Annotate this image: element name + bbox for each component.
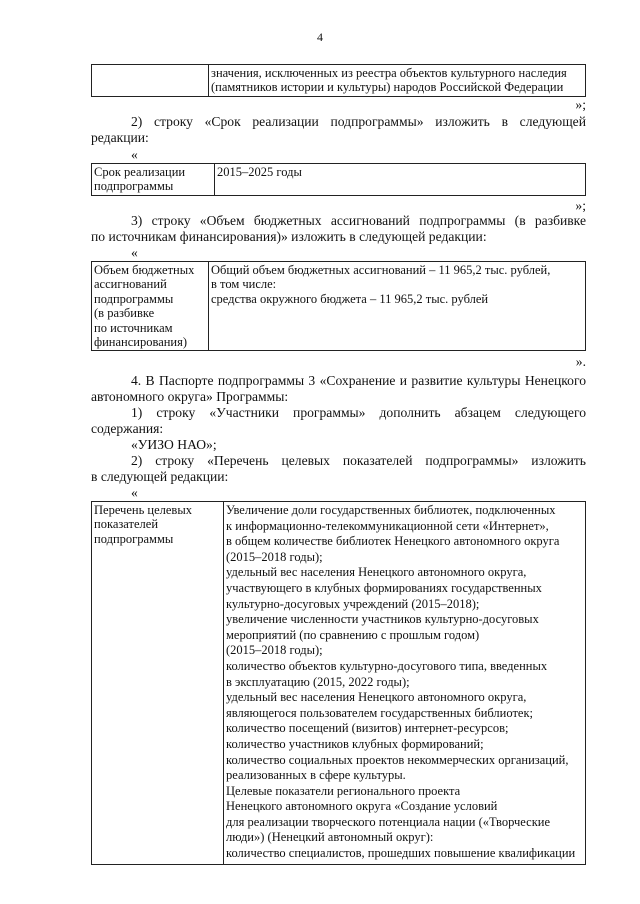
- table4-line: участвующего в клубных формированиях государственных: [226, 580, 542, 595]
- table4-line: мероприятий (по сравнению с прошлым годом): [226, 627, 480, 642]
- table4-line: для реализации творческого потенциала нации («Творческие: [226, 814, 551, 829]
- table4-line: люди») (Ненецкий автономный округ):: [226, 830, 434, 845]
- table4-line: в эксплуатацию (2015, 2022 годы);: [226, 674, 410, 689]
- item3-open-quote: «: [131, 245, 138, 260]
- table4-line: культурно-досуговых учреждений (2015–2018);: [226, 596, 480, 611]
- table4-line: количество участников клубных формирований;: [226, 736, 484, 751]
- section4-line2: автономного округа» Программы:: [91, 389, 289, 404]
- item3-line2: по источникам финансирования)» изложить в следующей редакции:: [91, 229, 487, 244]
- table2-right-cell: 2015–2025 годы: [215, 164, 586, 196]
- table2-left-cell: [92, 164, 215, 196]
- table1-line: (памятников истории и культуры) народов Российской Федерации: [211, 80, 564, 95]
- table4-label-line: показателей: [94, 517, 159, 532]
- table3-line: Общий объем бюджетных ассигнований – 11 965,2 тыс. рублей,: [211, 263, 551, 277]
- table4-line: количество социальных проектов некоммерческих организаций,: [226, 752, 569, 767]
- table-fragment-1: [91, 64, 586, 97]
- table3-label-line: Объем бюджетных: [94, 263, 195, 277]
- table4-line: удельный вес населения Ненецкого автономного округа,: [226, 690, 527, 705]
- item2-open-quote: «: [131, 147, 138, 162]
- table3-label-line: (в разбивке: [94, 306, 155, 321]
- table3-label-line: подпрограммы: [94, 291, 174, 306]
- section4-sub1-line1: 1) строку «Участники программы» дополнить абзацем следующего: [131, 405, 586, 420]
- table4-line: количество специалистов, прошедших повышение квалификации: [226, 846, 576, 861]
- table3-line: средства окружного бюджета – 11 965,2 тыс. рублей: [211, 291, 489, 306]
- table4-line: Увеличение доли государственных библиотек, подключенных: [226, 503, 556, 517]
- closing-quote-3: ».: [575, 354, 586, 369]
- table4-right-cell: [224, 502, 586, 865]
- table4-line: реализованных в сфере культуры.: [226, 768, 406, 783]
- page-number: 4: [317, 30, 323, 44]
- table4-line: Целевые показатели регионального проекта: [226, 783, 461, 798]
- table1-right-cell: [209, 65, 586, 97]
- table4-line: увеличение численности участников культурно-досуговых: [226, 612, 539, 627]
- table2-label-line: Срок реализации: [94, 165, 186, 179]
- table4-line: (2015–2018 годы);: [226, 643, 323, 658]
- section4-open-quote: «: [131, 485, 138, 500]
- item2-line2: редакции:: [91, 130, 149, 145]
- table4-label-line: Перечень целевых: [94, 503, 192, 517]
- section4-sub2-line1: 2) строку «Перечень целевых показателей подпрограммы» изложить: [131, 453, 586, 468]
- table4-line: количество посещений (визитов) интернет-ресурсов;: [226, 721, 509, 736]
- table4-label-line: подпрограммы: [94, 531, 174, 546]
- table3-label-line: финансирования): [94, 335, 188, 350]
- closing-quote-1: »;: [575, 97, 586, 112]
- item2-line1: 2) строку «Срок реализации подпрограммы» изложить в следующей: [131, 114, 586, 129]
- table3-line: в том числе:: [211, 277, 277, 292]
- table4-line: количество объектов культурно-досугового типа, введенных: [226, 658, 548, 673]
- table4-line: (2015–2018 годы);: [226, 549, 323, 564]
- item3-line1: 3) строку «Объем бюджетных ассигнований подпрограммы (в разбивке: [131, 213, 586, 228]
- table4-line: являющегося пользователем государственных библиотек;: [226, 705, 533, 720]
- table2-label-line: подпрограммы: [94, 179, 174, 194]
- table3-right-cell: [209, 262, 586, 351]
- table1-line: значения, исключенных из реестра объектов культурного наследия: [211, 66, 567, 80]
- closing-quote-2: »;: [575, 198, 586, 213]
- table3-label-line: по источникам: [94, 320, 173, 335]
- table4-line: в общем количестве библиотек Ненецкого автономного округа: [226, 534, 560, 549]
- table3-left-cell: [92, 262, 209, 351]
- table1-left-cell: [92, 65, 209, 97]
- table4-left-cell: [92, 502, 224, 865]
- table3-label-line: ассигнований: [94, 277, 167, 292]
- section4-sub1-line2: содержания:: [91, 421, 164, 436]
- table4-line: к информационно-телекоммуникационной сети «Интернет»,: [226, 518, 549, 533]
- table4-line: удельный вес населения Ненецкого автономного округа,: [226, 565, 527, 580]
- table-indicators: [91, 501, 586, 865]
- table4-line: Ненецкого автономного округа «Создание условий: [226, 799, 498, 814]
- table-period: [91, 163, 586, 196]
- table-budget: [91, 261, 586, 351]
- section4-line1: 4. В Паспорте подпрограммы 3 «Сохранение и развитие культуры Ненецкого: [131, 373, 586, 388]
- section4-sub1-line3: «УИЗО НАО»;: [131, 437, 217, 452]
- section4-sub2-line2: в следующей редакции:: [91, 469, 229, 484]
